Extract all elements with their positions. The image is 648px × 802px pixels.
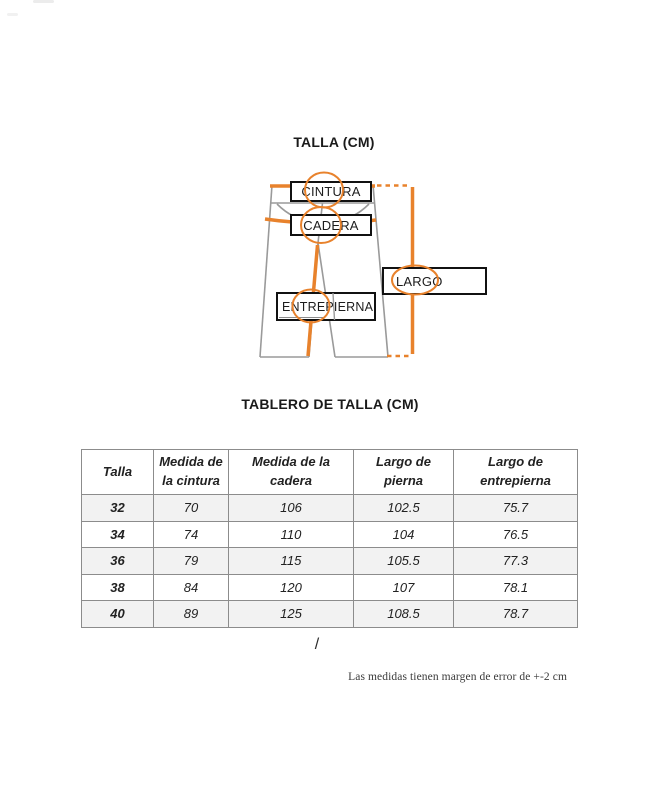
table-cell: 38 bbox=[82, 574, 154, 601]
table-cell: 78.7 bbox=[454, 601, 578, 628]
table-cell: 76.5 bbox=[454, 521, 578, 548]
table-cell: 74 bbox=[154, 521, 229, 548]
table-cell: 107 bbox=[354, 574, 454, 601]
waist-label: CINTURA bbox=[301, 184, 361, 199]
table-cell: 79 bbox=[154, 548, 229, 575]
header-cintura: Medida de la cintura bbox=[154, 450, 229, 495]
hip-label: CADERA bbox=[303, 217, 359, 233]
pants-outline bbox=[260, 185, 388, 357]
table-title: TABLERO DE TALLA (CM) bbox=[241, 396, 419, 412]
header-talla: Talla bbox=[82, 450, 154, 495]
table-cell: 84 bbox=[154, 574, 229, 601]
pants-left-seam bbox=[260, 185, 272, 357]
table-cell: 36 bbox=[82, 548, 154, 575]
table-row bbox=[82, 601, 578, 628]
table-cell: 78.1 bbox=[454, 574, 578, 601]
table-cell: 115 bbox=[229, 548, 354, 575]
table-row bbox=[82, 521, 578, 548]
table-cell: 32 bbox=[82, 495, 154, 522]
table-cell: 108.5 bbox=[354, 601, 454, 628]
disclaimer-text: Las medidas tienen margen de error de +-2 cm bbox=[348, 671, 567, 683]
hip-label-box bbox=[290, 214, 372, 236]
separator-slash: / bbox=[314, 636, 320, 653]
table-cell: 120 bbox=[229, 574, 354, 601]
header-entrepierna: Largo de entrepierna bbox=[454, 450, 578, 495]
table-cell: 89 bbox=[154, 601, 229, 628]
table-cell: 40 bbox=[82, 601, 154, 628]
waist-label-box bbox=[290, 181, 372, 202]
header-pierna: Largo de pierna bbox=[354, 450, 454, 495]
header-cadera: Medida de la cadera bbox=[229, 450, 354, 495]
table-cell: 77.3 bbox=[454, 548, 578, 575]
table-cell: 125 bbox=[229, 601, 354, 628]
table-cell: 105.5 bbox=[354, 548, 454, 575]
table-cell: 106 bbox=[229, 495, 354, 522]
diagram-title: TALLA (CM) bbox=[293, 134, 375, 150]
size-table bbox=[81, 449, 578, 628]
table-cell: 75.7 bbox=[454, 495, 578, 522]
table-cell: 34 bbox=[82, 521, 154, 548]
table-row bbox=[82, 574, 578, 601]
length-label: LARGO bbox=[396, 273, 443, 289]
table-row bbox=[82, 495, 578, 522]
table-cell: 110 bbox=[229, 521, 354, 548]
table-header-row bbox=[82, 450, 578, 495]
inseam-label-box bbox=[276, 292, 376, 321]
table-cell: 104 bbox=[354, 521, 454, 548]
length-label-box bbox=[382, 267, 487, 295]
table-cell: 70 bbox=[154, 495, 229, 522]
inseam-label: ENTREPIERNA bbox=[282, 299, 374, 314]
table-cell: 102.5 bbox=[354, 495, 454, 522]
table-row bbox=[82, 548, 578, 575]
